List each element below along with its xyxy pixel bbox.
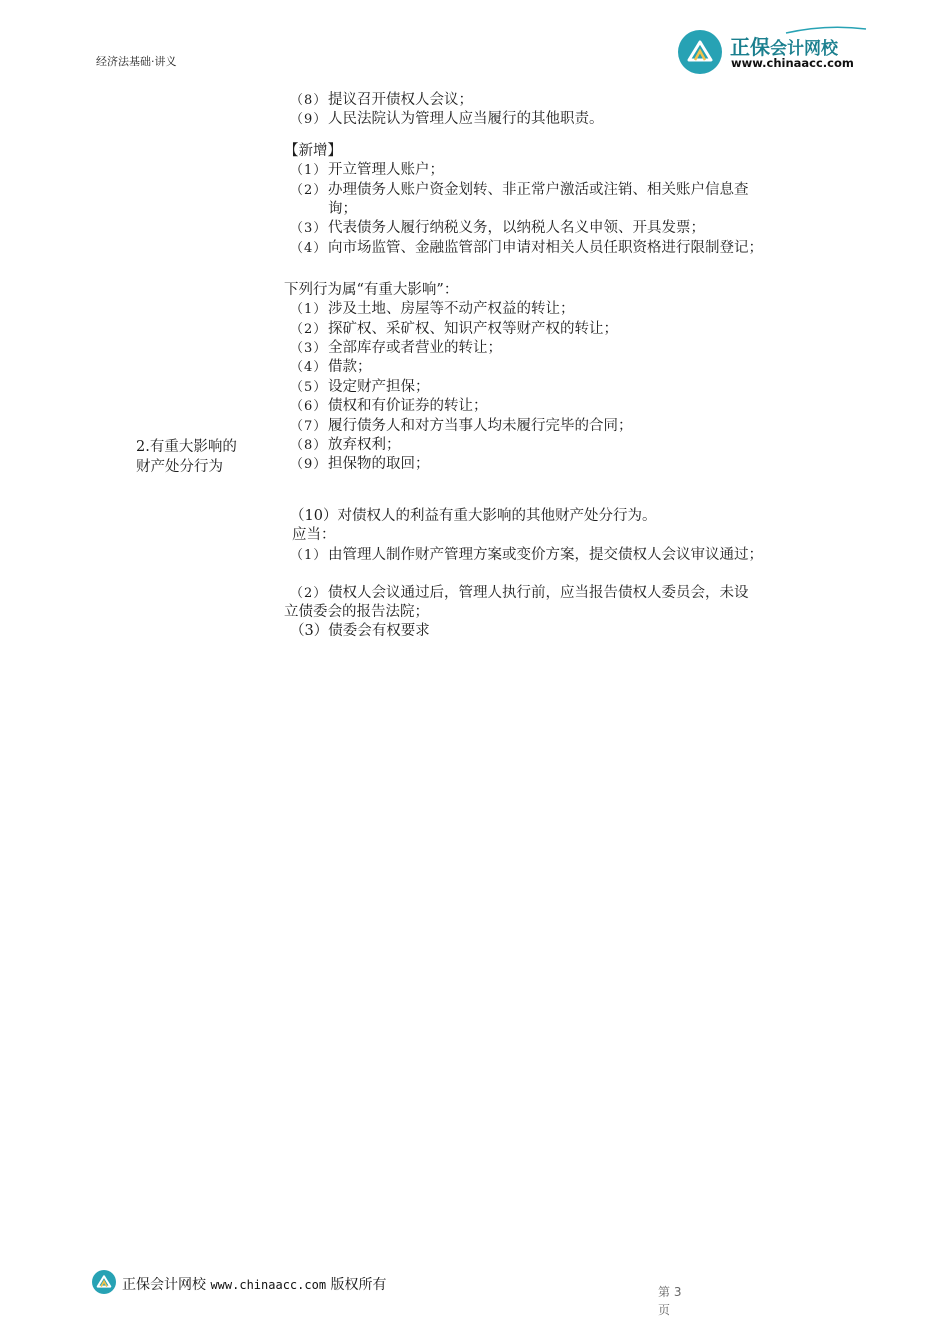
row-label-major-disposal: 2.有重大影响的 财产处分行为 <box>136 439 237 475</box>
list-item: （1）涉及土地、房屋等不动产权益的转让； <box>290 301 575 317</box>
page-number: 第 3 页 <box>658 1285 682 1317</box>
footer-url-link[interactable]: www.chinaacc.com <box>210 1278 327 1292</box>
should-label: 应当： <box>292 527 336 543</box>
list-item: （2）探矿权、采矿权、知识产权等财产权的转让； <box>290 321 618 337</box>
list-item: （2）办理债务人账户资金划转、非正常户激活或注销、相关账户信息查 <box>290 182 749 198</box>
list-item: （4）向市场监管、金融监管部门申请对相关人员任职资格进行限制登记； <box>290 240 763 256</box>
brand-logo[interactable] <box>678 28 868 76</box>
list-item: （3）代表债务人履行纳税义务，以纳税人名义申领、开具发票； <box>290 220 705 236</box>
requirement-item-cut-off: （3）债委会有权要求 <box>290 623 430 639</box>
list-item: （9）担保物的取回； <box>290 456 430 472</box>
requirement-item: （1）由管理人制作财产管理方案或变价方案，提交债权人会议审议通过； <box>290 547 763 563</box>
footer-copyright: 正保会计网校 www.chinaacc.com 版权所有 <box>122 1277 387 1293</box>
list-item: （1）开立管理人账户； <box>290 162 444 178</box>
footer-logo-icon <box>92 1270 116 1294</box>
header-document-title: 经济法基础·讲义 <box>96 55 177 68</box>
list-item: （9）人民法院认为管理人应当履行的其他职责。 <box>290 111 604 127</box>
logo-brand-name: 正保会计网校 <box>730 35 838 59</box>
logo-emblem-icon <box>678 30 722 74</box>
list-item: （3）全部库存或者营业的转让； <box>290 340 502 356</box>
list-item: （8）放弃权利； <box>290 437 401 453</box>
list-item: （6）债权和有价证券的转让； <box>290 398 488 414</box>
list-item-continuation: 询； <box>328 201 357 217</box>
list-item: （5）设定财产担保； <box>290 379 430 395</box>
list-item: （4）借款； <box>290 359 372 375</box>
page-footer <box>92 1270 422 1296</box>
logo-url: www.chinaacc.com <box>731 56 854 70</box>
section-title-new: 【新增】 <box>284 143 342 159</box>
requirement-item: （2）债权人会议通过后，管理人执行前，应当报告债权人委员会，未设 <box>290 585 749 601</box>
list-item: （8）提议召开债权人会议； <box>290 92 473 108</box>
list-item-10: （10）对债权人的利益有重大影响的其他财产处分行为。 <box>290 508 657 524</box>
list-item: （7）履行债务人和对方当事人均未履行完毕的合同； <box>290 418 633 434</box>
section-intro: 下列行为属“有重大影响”： <box>284 282 459 298</box>
requirement-item-continuation: 立债委会的报告法院； <box>284 604 429 620</box>
